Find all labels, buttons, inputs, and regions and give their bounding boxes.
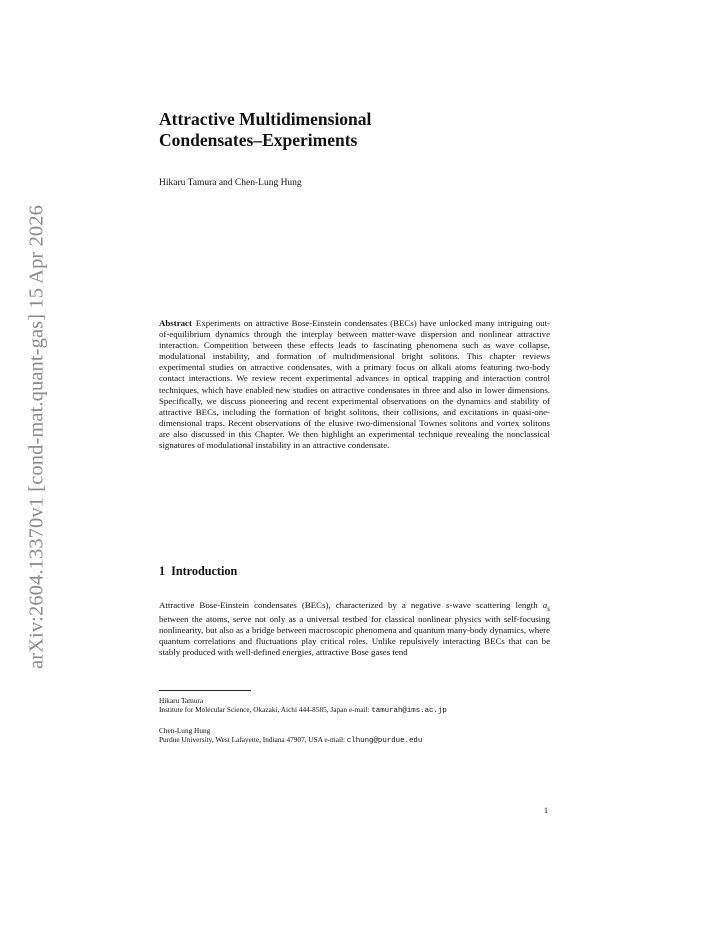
introduction-paragraph: [159, 600, 550, 658]
page-number: 1: [544, 806, 548, 815]
math-variable-s: s: [445, 600, 450, 610]
affiliation-name: Hikaru Tamura: [159, 696, 204, 705]
affiliation-email-link[interactable]: clhung@purdue.edu: [346, 737, 423, 746]
affiliation-email-link[interactable]: tamurah@ims.ac.jp: [371, 707, 447, 716]
abstract-label: Abstract: [159, 318, 192, 328]
math-variable-a: a: [542, 600, 548, 610]
author-list: Hikaru Tamura and Chen-Lung Hung: [159, 178, 302, 188]
abstract-text: Experiments on attractive Bose-Einstein condensates (BECs) have unlocked many intriguing out-of-equilibrium dynamics through the interplay between matter-wave dispersion and nonlinear attractive interaction. Competition between these effects leads to fascinating phenomena such as wave collapse, modulational instability, and formation of multidimensional bright solitons. This chapter reviews experimental studies on attractive condensates, with a primary focus on alkali atoms featuring two-body contact interactions. We review recent experimental advances in optical trapping and interaction control techniques, which have enabled new studies on attractive condensates in three and also in lower dimensions. Specifically, we discuss pioneering and recent experimental observations on the dynamics and stability of attractive BECs, including the formation of bright solitons, their collisions, and excitations in quasi-one-dimensional traps. Recent observations of the elusive two-dimensional Townes solitons and vortex solitons are also discussed in this Chapter. We then highlight an experimental technique revealing the nonclassical signatures of modulational instability in an attractive condensate.: [159, 318, 550, 451]
abstract: [159, 318, 550, 451]
affiliation-hung: [159, 726, 550, 747]
affiliation-address-line: [159, 735, 550, 746]
footnote-divider: [159, 690, 251, 691]
intro-text-part-1: Attractive Bose-Einstein condensates (BECs), characterized by a negative: [159, 600, 446, 610]
affiliation-address-line: [159, 705, 550, 716]
intro-text-part-3: between the atoms, serve not only as a universal testbed for classical nonlinear physics with self-focusing nonlinearity, but also as a bridge between macroscopic phenomena and quantum many-body dynamics, where quantum correlations and fluctuations play critical roles. Unlike repulsively interacting BECs that can be stably produced with well-defined energies, attractive Bose gases tend: [159, 613, 550, 658]
paper-title: [159, 109, 550, 151]
math-subscript-s: s: [547, 603, 550, 613]
paper-title-line-1: Attractive Multidimensional: [159, 109, 372, 129]
affiliation-tamura: [159, 696, 550, 717]
affiliation-name: Chen-Lung Hung: [159, 726, 211, 735]
affiliation-address: Purdue University, West Lafayette, Indiana 47907, USA e-mail:: [159, 735, 347, 745]
arxiv-identifier-text: arXiv:2604.13370v1 [cond-mat.quant-gas] 15 Apr 2026: [25, 205, 48, 669]
section-number: 1: [159, 564, 166, 578]
affiliation-address: Institute for Molecular Science, Okazaki, Aichi 444-8585, Japan e-mail:: [159, 705, 372, 715]
section-title: Introduction: [171, 564, 238, 578]
intro-text-part-2: -wave scattering length: [449, 600, 543, 610]
arxiv-identifier-stamp: [20, 194, 54, 680]
section-heading: [159, 564, 237, 579]
paper-title-line-2: Condensates–Experiments: [159, 130, 358, 150]
